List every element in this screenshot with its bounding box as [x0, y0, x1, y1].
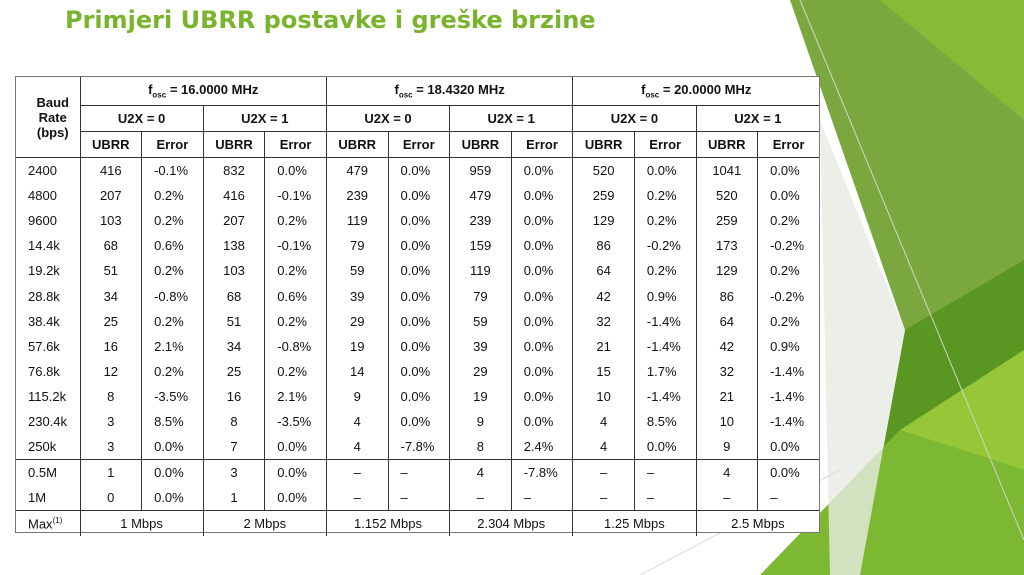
ubrr-cell: 86 [573, 233, 635, 258]
osc-group-header: $f_{osc} = 18.4320$ MHz [326, 77, 572, 106]
osc-header-row [16, 77, 819, 106]
ubrr-cell: 3 [203, 460, 265, 486]
ubrr-cell: 19 [326, 334, 388, 359]
error-cell: – [758, 485, 820, 511]
error-cell: -0.8% [142, 283, 204, 308]
error-cell: 0.6% [265, 283, 327, 308]
ubrr-cell: 4 [450, 460, 512, 486]
table-row [16, 434, 819, 460]
error-cell: 0.0% [511, 334, 573, 359]
ubrr-cell: 239 [450, 208, 512, 233]
osc-group-header: $f_{osc} = 20.0000$ MHz [573, 77, 819, 106]
u2x-header: U2X = 0 [573, 106, 696, 132]
error-col-header: Error [265, 132, 327, 158]
ubrr-cell: 103 [203, 258, 265, 283]
baud-rate-cell: 38.4k [28, 313, 60, 329]
ubrr-cell: 68 [80, 233, 142, 258]
error-cell: 0.0% [511, 208, 573, 233]
error-cell: 0.2% [265, 208, 327, 233]
ubrr-cell: 39 [450, 334, 512, 359]
ubrr-cell: – [573, 460, 635, 486]
ubrr-cell: 119 [326, 208, 388, 233]
ubrr-cell: 7 [203, 434, 265, 460]
error-cell: 0.6% [142, 233, 204, 258]
error-cell: 0.2% [142, 208, 204, 233]
slide-title: Primjeri UBRR postavke i greške brzine [65, 6, 596, 34]
error-cell: 0.0% [142, 460, 204, 486]
ubrr-cell: 416 [203, 183, 265, 208]
error-cell: 8.5% [634, 409, 696, 434]
max-value: 2.304 Mbps [450, 511, 573, 537]
ubrr-cell: 159 [450, 233, 512, 258]
ubrr-cell: 4 [573, 434, 635, 460]
ubrr-cell: 79 [326, 233, 388, 258]
ubrr-cell: 42 [696, 334, 758, 359]
column-header-row [16, 132, 819, 158]
max-label: Max$^{(1)}$ [16, 511, 80, 537]
error-cell: 0.2% [265, 309, 327, 334]
ubrr-cell: – [696, 485, 758, 511]
baud-rate-cell: 4800 [28, 188, 57, 204]
error-col-header: Error [758, 132, 820, 158]
max-value: 1 Mbps [80, 511, 203, 537]
error-cell: -1.4% [758, 409, 820, 434]
error-cell: 0.2% [142, 359, 204, 384]
error-cell: 0.2% [758, 208, 820, 233]
error-col-header: Error [142, 132, 204, 158]
error-cell: 0.0% [265, 158, 327, 184]
error-cell: 0.0% [388, 208, 450, 233]
table-row [16, 183, 819, 208]
ubrr-cell: 173 [696, 233, 758, 258]
baud-rate-cell: 9600 [28, 213, 57, 229]
ubrr-cell: 21 [573, 334, 635, 359]
table-row [16, 233, 819, 258]
ubrr-cell: 416 [80, 158, 142, 184]
error-cell: -7.8% [388, 434, 450, 460]
table-row [16, 409, 819, 434]
ubrr-cell: 25 [203, 359, 265, 384]
table-row [16, 158, 819, 184]
ubrr-cell: 9 [326, 384, 388, 409]
ubrr-cell: 129 [573, 208, 635, 233]
error-cell: -0.1% [265, 233, 327, 258]
ubrr-cell: 16 [80, 334, 142, 359]
ubrr-cell: 21 [696, 384, 758, 409]
error-cell: 0.2% [142, 183, 204, 208]
max-value: 2.5 Mbps [696, 511, 819, 537]
baud-rate-cell: 19.2k [28, 263, 60, 279]
ubrr-cell: 207 [80, 183, 142, 208]
table-row [16, 460, 819, 486]
error-cell: 0.0% [265, 460, 327, 486]
table-row [16, 208, 819, 233]
ubrr-cell: 119 [450, 258, 512, 283]
ubrr-cell: 29 [450, 359, 512, 384]
baud-header-line-1: Baud [36, 94, 69, 110]
error-cell: 0.0% [388, 158, 450, 184]
ubrr-cell: – [326, 460, 388, 486]
ubrr-cell: 4 [696, 460, 758, 486]
error-cell: 0.0% [388, 309, 450, 334]
u2x-header: U2X = 1 [450, 106, 573, 132]
ubrr-col-header: UBRR [450, 132, 512, 158]
error-cell: -1.4% [634, 384, 696, 409]
ubrr-cell: 29 [326, 309, 388, 334]
ubrr-cell: 59 [450, 309, 512, 334]
ubrr-cell: 832 [203, 158, 265, 184]
ubrr-cell: 479 [450, 183, 512, 208]
ubrr-cell: 259 [696, 208, 758, 233]
error-cell: -1.4% [634, 309, 696, 334]
ubrr-cell: 3 [80, 434, 142, 460]
baud-rate-cell: 1M [28, 490, 47, 506]
error-cell: 0.0% [388, 409, 450, 434]
error-col-header: Error [634, 132, 696, 158]
ubrr-cell: 259 [573, 183, 635, 208]
ubrr-cell: 16 [203, 384, 265, 409]
error-col-header: Error [511, 132, 573, 158]
error-cell: 0.0% [758, 183, 820, 208]
ubrr-cell: 32 [573, 309, 635, 334]
u2x-header: U2X = 1 [696, 106, 819, 132]
ubrr-cell: 51 [80, 258, 142, 283]
error-cell: 0.0% [634, 158, 696, 184]
baud-rate-cell: 28.8k [28, 288, 60, 304]
table-row [16, 384, 819, 409]
ubrr-cell: 103 [80, 208, 142, 233]
table-row [16, 359, 819, 384]
ubrr-col-header: UBRR [326, 132, 388, 158]
error-cell: 2.4% [511, 434, 573, 460]
error-cell: 0.0% [511, 258, 573, 283]
error-cell: -0.2% [634, 233, 696, 258]
ubrr-cell: 10 [696, 409, 758, 434]
error-cell: 0.9% [758, 334, 820, 359]
error-cell: – [388, 460, 450, 486]
ubrr-cell: 520 [696, 183, 758, 208]
error-cell: 0.2% [142, 258, 204, 283]
table-row [16, 258, 819, 283]
max-value: 1.25 Mbps [573, 511, 696, 537]
ubrr-cell: 4 [326, 434, 388, 460]
ubrr-cell: 10 [573, 384, 635, 409]
error-cell: -0.1% [142, 158, 204, 184]
error-cell: 0.2% [758, 309, 820, 334]
ubrr-cell: 19 [450, 384, 512, 409]
baud-rate-cell: 115.2k [28, 388, 67, 404]
ubrr-cell: 4 [326, 409, 388, 434]
table-row [16, 485, 819, 511]
error-cell: 0.2% [265, 258, 327, 283]
ubrr-cell: 64 [696, 309, 758, 334]
error-cell: -7.8% [511, 460, 573, 486]
error-cell: 0.0% [142, 434, 204, 460]
ubrr-cell: 479 [326, 158, 388, 184]
baud-rate-cell: 230.4k [28, 413, 68, 429]
error-cell: -0.2% [758, 233, 820, 258]
table-row [16, 283, 819, 308]
ubrr-cell: 8 [80, 384, 142, 409]
error-cell: -3.5% [265, 409, 327, 434]
u2x-header: U2X = 0 [326, 106, 449, 132]
error-col-header: Error [388, 132, 450, 158]
ubrr-cell: 9 [696, 434, 758, 460]
error-cell: 0.0% [388, 283, 450, 308]
ubrr-cell: 3 [80, 409, 142, 434]
ubrr-cell: 68 [203, 283, 265, 308]
ubrr-col-header: UBRR [80, 132, 142, 158]
error-cell: 0.0% [511, 409, 573, 434]
ubrr-col-header: UBRR [203, 132, 265, 158]
ubrr-cell: 64 [573, 258, 635, 283]
error-cell: -3.5% [142, 384, 204, 409]
ubrr-cell: 59 [326, 258, 388, 283]
error-cell: 2.1% [265, 384, 327, 409]
error-cell: -0.8% [265, 334, 327, 359]
ubrr-cell: 4 [573, 409, 635, 434]
error-cell: -0.1% [265, 183, 327, 208]
ubrr-cell: 25 [80, 309, 142, 334]
error-cell: 0.0% [511, 309, 573, 334]
error-cell: -1.4% [758, 384, 820, 409]
u2x-header-row [16, 106, 819, 132]
error-cell: – [634, 460, 696, 486]
error-cell: 0.2% [758, 258, 820, 283]
baud-rate-cell: 76.8k [28, 363, 60, 379]
ubrr-cell: 520 [573, 158, 635, 184]
table-row [16, 309, 819, 334]
error-cell: 8.5% [142, 409, 204, 434]
error-cell: 0.0% [265, 434, 327, 460]
ubrr-cell: 1041 [696, 158, 758, 184]
error-cell: 0.0% [758, 460, 820, 486]
error-cell: 0.0% [511, 183, 573, 208]
table-row [16, 334, 819, 359]
error-cell: 0.0% [634, 434, 696, 460]
ubrr-cell: 8 [450, 434, 512, 460]
ubrr-cell: 42 [573, 283, 635, 308]
error-cell: 0.0% [265, 485, 327, 511]
error-cell: 2.1% [142, 334, 204, 359]
max-row [16, 511, 819, 537]
error-cell: 0.2% [265, 359, 327, 384]
ubrr-table [16, 77, 819, 536]
error-cell: -0.2% [758, 283, 820, 308]
ubrr-table-container [15, 76, 820, 533]
ubrr-cell: 86 [696, 283, 758, 308]
ubrr-cell: 138 [203, 233, 265, 258]
error-cell: 0.0% [388, 359, 450, 384]
ubrr-col-header: UBRR [573, 132, 635, 158]
error-cell: 0.2% [634, 208, 696, 233]
error-cell: 0.0% [511, 359, 573, 384]
error-cell: 0.0% [388, 334, 450, 359]
error-cell: 0.9% [634, 283, 696, 308]
error-cell: 0.0% [758, 158, 820, 184]
error-cell: – [634, 485, 696, 511]
baud-rate-cell: 0.5M [16, 460, 80, 486]
error-cell: 0.0% [388, 258, 450, 283]
ubrr-cell: 14 [326, 359, 388, 384]
error-cell: – [511, 485, 573, 511]
baud-header-line-2: Rate [38, 109, 67, 125]
ubrr-cell: – [450, 485, 512, 511]
error-cell: -1.4% [634, 334, 696, 359]
ubrr-cell: 12 [80, 359, 142, 384]
ubrr-cell: – [573, 485, 635, 511]
ubrr-col-header: UBRR [696, 132, 758, 158]
ubrr-cell: 32 [696, 359, 758, 384]
baud-rate-cell: 14.4k [28, 238, 60, 254]
error-cell: 0.0% [758, 434, 820, 460]
error-cell: – [388, 485, 450, 511]
error-cell: 0.0% [511, 283, 573, 308]
error-cell: 0.2% [142, 309, 204, 334]
baud-rate-cell: 250k [28, 439, 57, 455]
ubrr-cell: 1 [203, 485, 265, 511]
error-cell: 0.0% [388, 233, 450, 258]
error-cell: -1.4% [758, 359, 820, 384]
ubrr-cell: – [326, 485, 388, 511]
baud-header-line-3: (bps) [36, 124, 69, 140]
baud-rate-header [16, 77, 80, 158]
ubrr-cell: 0 [80, 485, 142, 511]
ubrr-cell: 15 [573, 359, 635, 384]
ubrr-cell: 129 [696, 258, 758, 283]
ubrr-cell: 1 [80, 460, 142, 486]
ubrr-cell: 207 [203, 208, 265, 233]
error-cell: 0.0% [511, 158, 573, 184]
max-value: 1.152 Mbps [326, 511, 449, 537]
error-cell: 1.7% [634, 359, 696, 384]
ubrr-cell: 239 [326, 183, 388, 208]
baud-rate-cell: 57.6k [28, 338, 60, 354]
error-cell: 0.0% [388, 183, 450, 208]
error-cell: 0.0% [511, 233, 573, 258]
ubrr-cell: 959 [450, 158, 512, 184]
u2x-header: U2X = 0 [80, 106, 203, 132]
u2x-header: U2X = 1 [203, 106, 326, 132]
error-cell: 0.2% [634, 258, 696, 283]
error-cell: 0.0% [142, 485, 204, 511]
error-cell: 0.0% [388, 384, 450, 409]
error-cell: 0.0% [511, 384, 573, 409]
baud-rate-cell: 2400 [28, 163, 57, 179]
ubrr-cell: 39 [326, 283, 388, 308]
ubrr-cell: 51 [203, 309, 265, 334]
ubrr-cell: 34 [80, 283, 142, 308]
ubrr-cell: 9 [450, 409, 512, 434]
max-value: 2 Mbps [203, 511, 326, 537]
ubrr-cell: 8 [203, 409, 265, 434]
ubrr-cell: 34 [203, 334, 265, 359]
osc-group-header: $f_{osc} = 16.0000$ MHz [80, 77, 326, 106]
error-cell: 0.2% [634, 183, 696, 208]
ubrr-cell: 79 [450, 283, 512, 308]
